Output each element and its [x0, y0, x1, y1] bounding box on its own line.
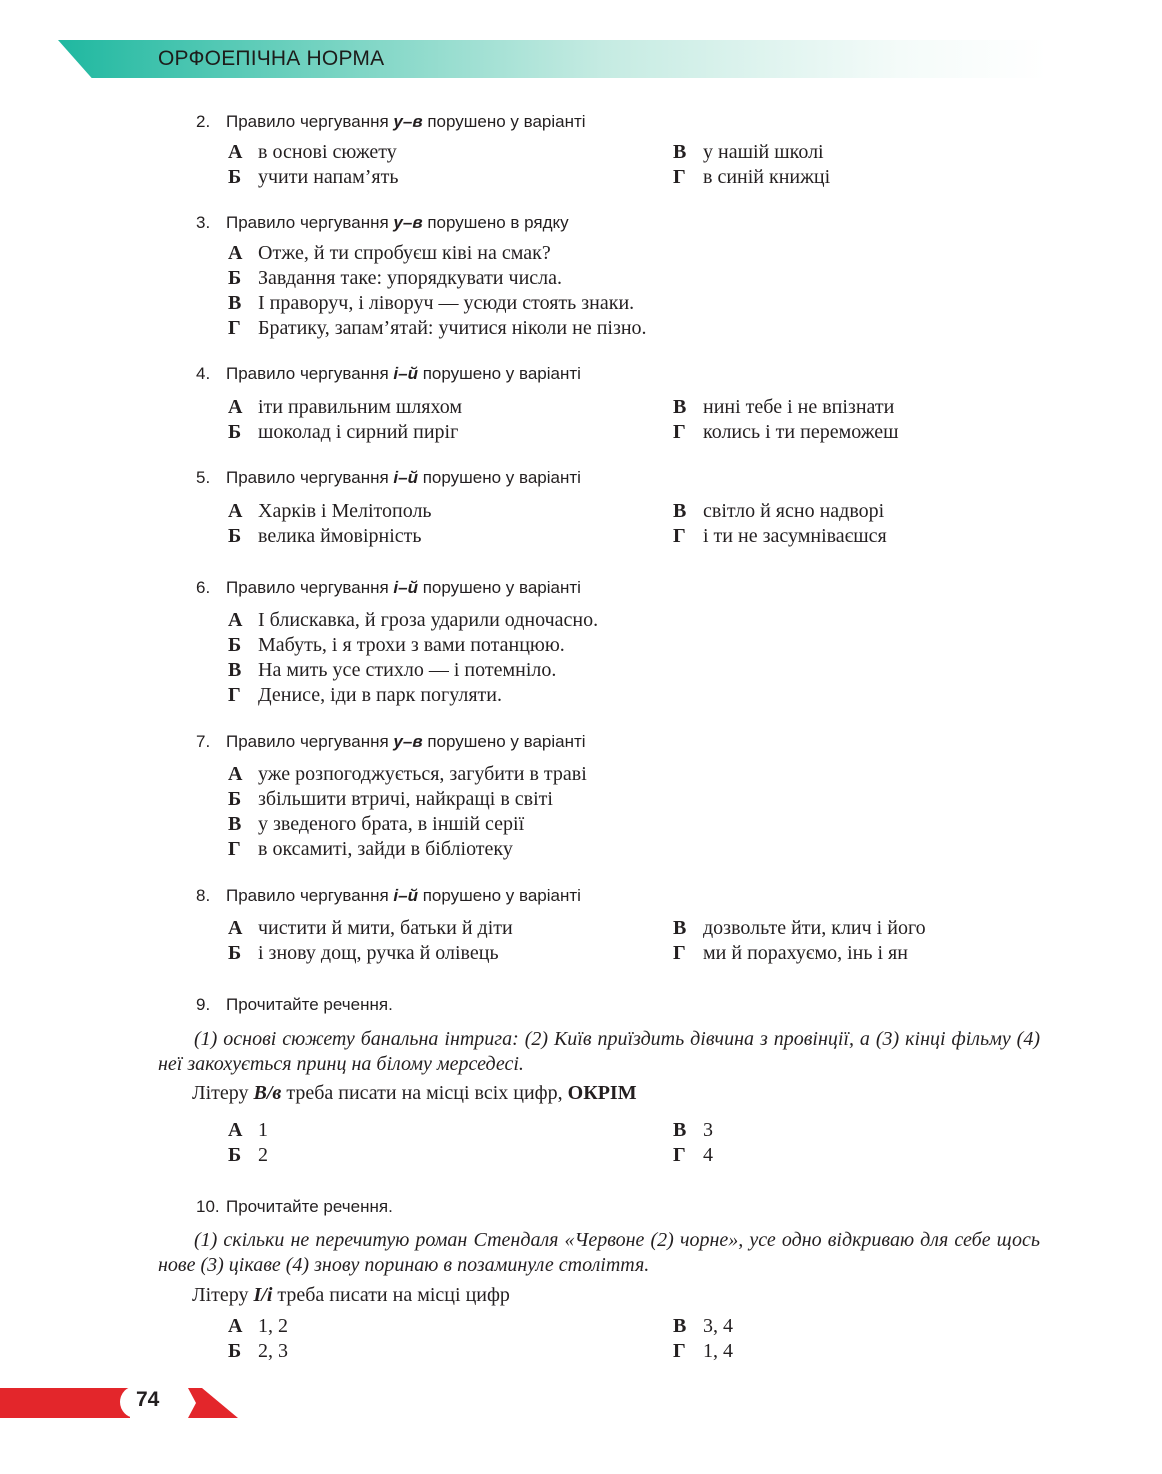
- option-v: В 3: [673, 1119, 713, 1141]
- option-b: Б Мабуть, і я трохи з вами потанцюю.: [228, 634, 565, 656]
- instruction: Літеру І/і треба писати на місці цифр: [192, 1284, 510, 1306]
- option-b: Б збільшити втричі, найкращі в світі: [228, 788, 553, 810]
- question-number: 4.: [196, 364, 211, 383]
- question-number: 10.: [196, 1197, 220, 1216]
- question-8: [196, 886, 581, 906]
- option-g: Г ми й порахуємо, інь і ян: [673, 942, 908, 964]
- option-g: Г колись і ти переможеш: [673, 421, 899, 443]
- option-v: В світло й ясно надворі: [673, 500, 885, 522]
- question-number: 6.: [196, 578, 211, 597]
- question-emphasis: і–й: [393, 578, 418, 597]
- question-text: порушено в рядку: [422, 213, 569, 232]
- question-emphasis: і–й: [393, 364, 418, 383]
- question-6: [196, 578, 581, 598]
- option-g: Г в оксамиті, зайди в бібліотеку: [228, 838, 513, 860]
- page-title: ОРФОЕПІЧНА НОРМА: [158, 47, 385, 70]
- question-emphasis: і–й: [393, 468, 418, 487]
- question-number: 3.: [196, 213, 211, 232]
- question-text: Правило чергування: [226, 213, 394, 232]
- page-number: 74: [136, 1388, 160, 1411]
- question-text: Правило чергування: [226, 364, 394, 383]
- option-g: Г 4: [673, 1144, 713, 1166]
- question-emphasis: у–в: [393, 732, 423, 751]
- question-text: порушено у варіанті: [417, 578, 581, 597]
- option-b: Б 2, 3: [228, 1340, 288, 1362]
- question-text: Правило чергування: [226, 112, 394, 131]
- question-text: Правило чергування: [226, 578, 394, 597]
- question-number: 7.: [196, 732, 211, 751]
- option-b: Б Завдання таке: упорядкувати числа.: [228, 267, 563, 289]
- question-emphasis: у–в: [393, 112, 423, 131]
- question-5: [196, 468, 581, 488]
- question-text: порушено у варіанті: [417, 886, 581, 905]
- option-a: А в основі сюжету: [228, 141, 397, 163]
- option-v: В нині тебе і не впізнати: [673, 396, 895, 418]
- option-v: В 3, 4: [673, 1315, 733, 1337]
- option-a: А іти правильним шляхом: [228, 396, 462, 418]
- option-a: А Отже, й ти спробуєш ківі на смак?: [228, 242, 551, 264]
- option-g: Г в синій книжці: [673, 166, 831, 188]
- option-v: В у зведеного брата, в іншій серії: [228, 813, 525, 835]
- question-7: [196, 732, 586, 752]
- option-b: Б велика ймовірність: [228, 525, 422, 547]
- option-v: В На мить усе стихло — і потемніло.: [228, 659, 557, 681]
- option-g: Г 1, 4: [673, 1340, 733, 1362]
- option-a: А уже розпогоджується, загубити в траві: [228, 763, 587, 785]
- option-g: Г Денисе, іди в парк погуляти.: [228, 684, 502, 706]
- option-g: Г і ти не засумніваєшся: [673, 525, 887, 547]
- question-text: порушено у варіанті: [422, 112, 586, 131]
- option-g: Г Братику, запам’ятай: учитися ніколи не пізно.: [228, 317, 647, 339]
- question-emphasis: і–й: [393, 886, 418, 905]
- option-v: В дозвольте йти, клич і його: [673, 917, 926, 939]
- option-b: Б і знову дощ, ручка й олівець: [228, 942, 499, 964]
- option-a: А чистити й мити, батьки й діти: [228, 917, 513, 939]
- option-b: Б шоколад і сирний пиріг: [228, 421, 459, 443]
- question-text: Правило чергування: [226, 468, 394, 487]
- question-2: [196, 112, 586, 132]
- question-3: [196, 213, 569, 233]
- question-emphasis: у–в: [393, 213, 423, 232]
- question-4: [196, 364, 581, 384]
- question-number: 8.: [196, 886, 211, 905]
- option-b: Б 2: [228, 1144, 268, 1166]
- question-text: Правило чергування: [226, 732, 394, 751]
- question-text: порушено у варіанті: [417, 364, 581, 383]
- option-a: А Харків і Мелітополь: [228, 500, 432, 522]
- question-number: 2.: [196, 112, 211, 131]
- question-text: порушено у варіанті: [417, 468, 581, 487]
- question-text: Прочитайте речення.: [226, 995, 393, 1014]
- question-10: [196, 1197, 393, 1217]
- question-text: Прочитайте речення.: [226, 1197, 393, 1216]
- question-9: [196, 995, 393, 1015]
- option-b: Б учити напам’ять: [228, 166, 399, 188]
- page-arrow-icon: [188, 1388, 240, 1418]
- sentence-text: (1) основі сюжету банальна інтрига: (2) Київ приїздить дівчина з провінції, а (3) кінці фільму (4) неї закохується принц на білому мерседесі.: [158, 1028, 1040, 1075]
- question-number: 5.: [196, 468, 211, 487]
- instruction: Літеру В/в треба писати на місці всіх цифр, ОКРІМ: [192, 1082, 637, 1104]
- question-text: Правило чергування: [226, 886, 394, 905]
- sentence-text: (1) скільки не перечитую роман Стендаля «Червоне (2) чорне», усе одно відкриваю для себе щось нове (3) цікаве (4) знову поринаю в позаминуле століття.: [158, 1229, 1040, 1276]
- option-a: А 1, 2: [228, 1315, 288, 1337]
- option-v: В у нашій школі: [673, 141, 824, 163]
- question-number: 9.: [196, 995, 211, 1014]
- option-v: В І праворуч, і ліворуч — усюди стоять знаки.: [228, 292, 635, 314]
- footer-bar: [0, 1388, 130, 1418]
- option-a: А 1: [228, 1119, 268, 1141]
- option-a: А І блискавка, й гроза ударили одночасно.: [228, 609, 599, 631]
- question-text: порушено у варіанті: [422, 732, 586, 751]
